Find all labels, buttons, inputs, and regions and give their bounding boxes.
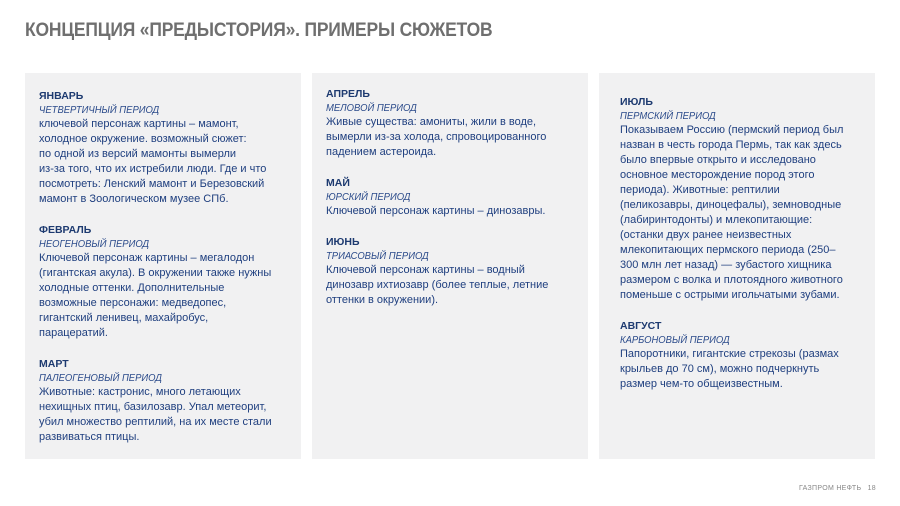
period-subheading: НЕОГЕНОВЫЙ ПЕРИОД [39, 238, 150, 250]
section-text: Показываем Россию (пермский период был назван в честь города Пермь, так как здесь было впервые открыто и исследовано основное месторождение пород этого периода). Животные: рептилии (пеликозавры, диноцефалы), земноводные (лабиринтодонты) и млекопитающие: (останки двух ранее неизвестных млекопитающих пермского периода (250– 300 млн лет назад) — зубастого хищника размером с волка и плотоядного животного поменьше с острыми игольчатыми зубами. [620, 124, 844, 301]
month-heading: ФЕВРАЛЬ [39, 224, 92, 236]
section-january [39, 89, 287, 207]
footer-brand: ГАЗПРОМ НЕФТЬ [799, 485, 862, 492]
section-text: Ключевой персонаж картины – мегалодон (гигантская акула). В окружении также нужны холодные оттенки. Дополнительные возможные персонажи: медведопес, гигантский ленивец, махайробус, парацератий. [39, 252, 272, 339]
period-subheading: ЮРСКИЙ ПЕРИОД [326, 191, 411, 203]
section-text: ключевой персонаж картины – мамонт, холодное окружение. возможный сюжет: по одной из версий мамонты вымерли из-за того, что их истребили люди. Где и что посмотреть: Ленский мамонт и Березовский мамонт в Зоологическом музее СПб. [39, 118, 267, 205]
month-heading: МАЙ [326, 177, 350, 189]
period-subheading: КАРБОНОВЫЙ ПЕРИОД [620, 334, 730, 346]
period-subheading: МЕЛОВОЙ ПЕРИОД [326, 102, 417, 114]
month-heading: ИЮЛЬ [620, 96, 653, 108]
month-heading: МАРТ [39, 358, 69, 370]
footer [795, 485, 876, 492]
section-april [326, 87, 574, 160]
section-february [39, 223, 287, 341]
column-1 [25, 73, 301, 459]
month-heading: АПРЕЛЬ [326, 88, 370, 100]
section-text: Ключевой персонаж картины – динозавры. [326, 205, 546, 217]
section-august [620, 319, 861, 392]
period-subheading: ТРИАСОВЫЙ ПЕРИОД [326, 250, 429, 262]
section-may [326, 176, 574, 219]
section-march [39, 357, 287, 445]
column-2 [312, 73, 588, 459]
page-number: 18 [867, 485, 876, 492]
period-subheading: ПЕРМСКИЙ ПЕРИОД [620, 110, 716, 122]
section-text: Ключевой персонаж картины – водный динозавр ихтиозавр (более теплые, летние оттенки в окружении). [326, 264, 549, 306]
section-text: Животные: кастронис, много летающих нехищных птиц, базилозавр. Упал метеорит, убил множество рептилий, на их месте стали развиваться птицы. [39, 386, 272, 443]
period-subheading: ПАЛЕОГЕНОВЫЙ ПЕРИОД [39, 372, 162, 384]
period-subheading: ЧЕТВЕРТИЧНЫЙ ПЕРИОД [39, 104, 160, 116]
month-heading: АВГУСТ [620, 320, 662, 332]
month-heading: ЯНВАРЬ [39, 90, 84, 102]
month-heading: ИЮНЬ [326, 236, 360, 248]
section-july [620, 95, 861, 303]
section-june [326, 235, 574, 308]
page-title: КОНЦЕПЦИЯ «ПРЕДЫСТОРИЯ». ПРИМЕРЫ СЮЖЕТОВ [25, 20, 493, 41]
section-text: Живые существа: амониты, жили в воде, вымерли из-за холода, спровоцированного падением астероида. [326, 116, 547, 158]
column-3 [599, 73, 875, 459]
section-text: Папоротники, гигантские стрекозы (размах крыльев до 70 см), можно подчеркнуть размер чем-то общеизвестным. [620, 348, 839, 390]
